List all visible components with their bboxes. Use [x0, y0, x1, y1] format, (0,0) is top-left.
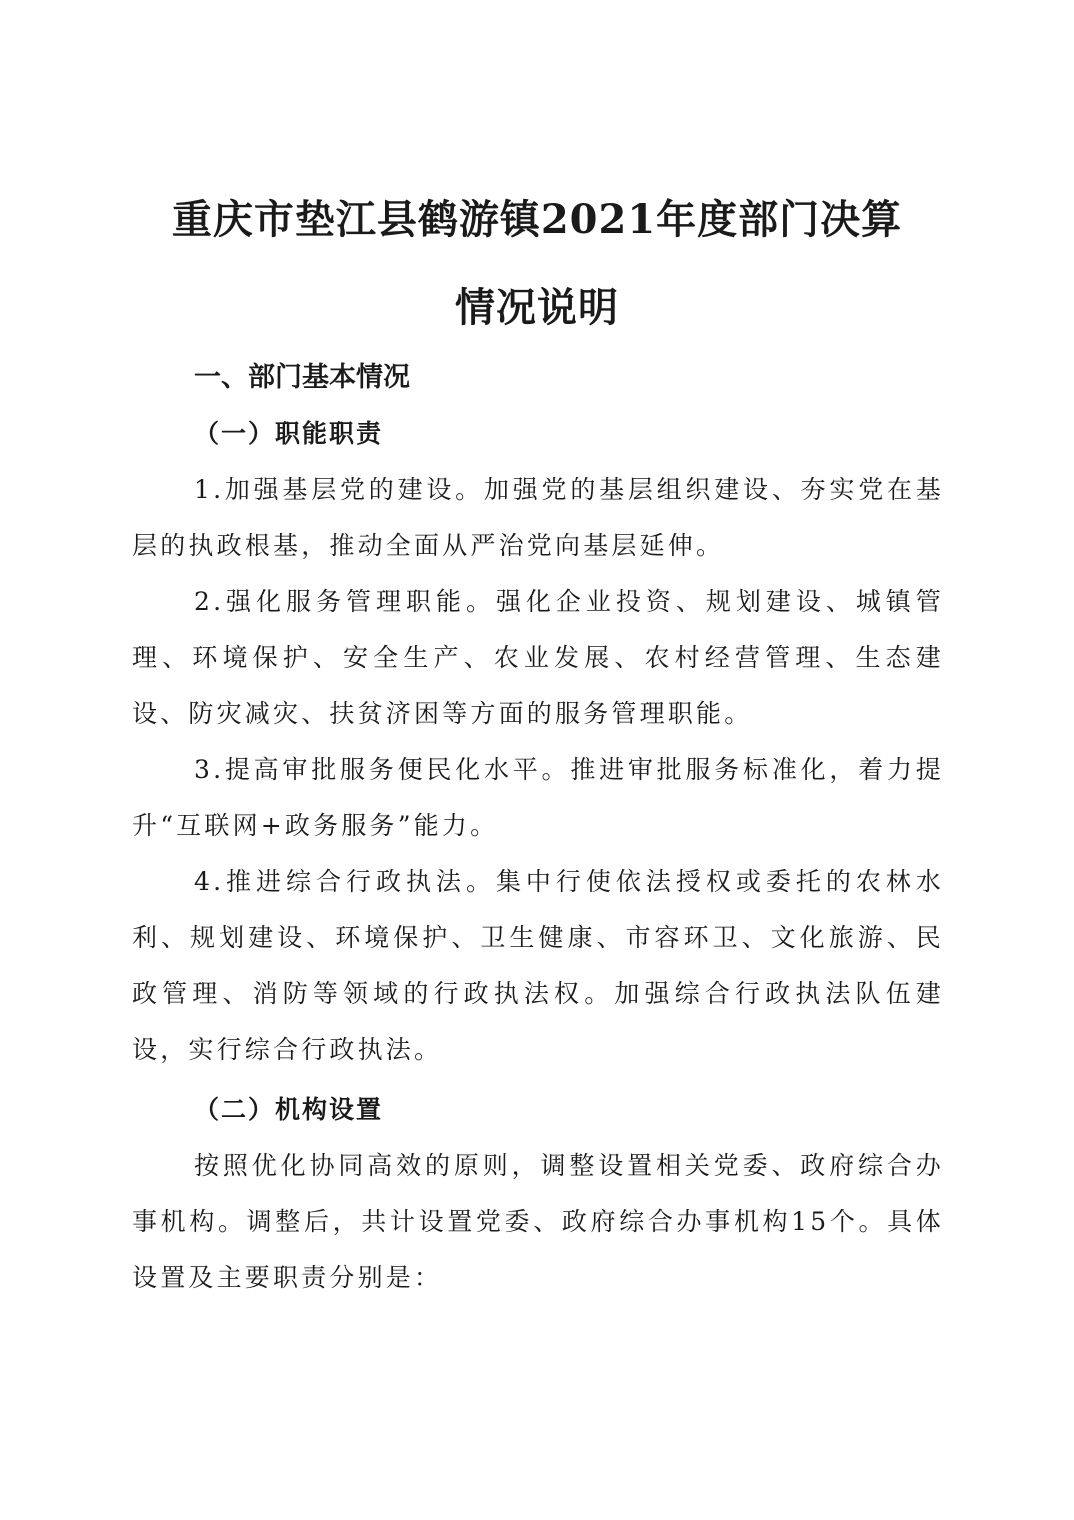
- document-title-line-2: 情况说明: [455, 284, 619, 331]
- section-heading-basic-info: 一、部门基本情况: [194, 362, 410, 393]
- document-title-line-1: 重庆市垫江县鹤游镇2021年度部门决算: [171, 196, 903, 243]
- duty-item-1: 1.加强基层党的建设。加强党的基层组织建设、夯实党在基层的执政根基，推动全面从严治党向基层延伸。: [132, 475, 944, 560]
- duty-item-3: 3.提高审批服务便民化水平。推进审批服务标准化，着力提升“互联网+政务服务”能力。: [132, 755, 944, 840]
- duty-item-2: 2.强化服务管理职能。强化企业投资、规划建设、城镇管理、环境保护、安全生产、农业发展、农村经营管理、生态建设、防灾减灾、扶贫济困等方面的服务管理职能。: [132, 587, 944, 728]
- organization-paragraph: 按照优化协同高效的原则，调整设置相关党委、政府综合办事机构。调整后，共计设置党委、政府综合办事机构15个。具体设置及主要职责分别是：: [132, 1151, 944, 1292]
- duty-item-4: 4.推进综合行政执法。集中行使依法授权或委托的农林水利、规划建设、环境保护、卫生健康、市容环卫、文化旅游、民政管理、消防等领域的行政执法权。加强综合行政执法队伍建设，实行综合行政执法。: [132, 867, 944, 1064]
- subsection-heading-duties: （一）职能职责: [194, 419, 384, 448]
- subsection-heading-organization: （二）机构设置: [194, 1095, 384, 1124]
